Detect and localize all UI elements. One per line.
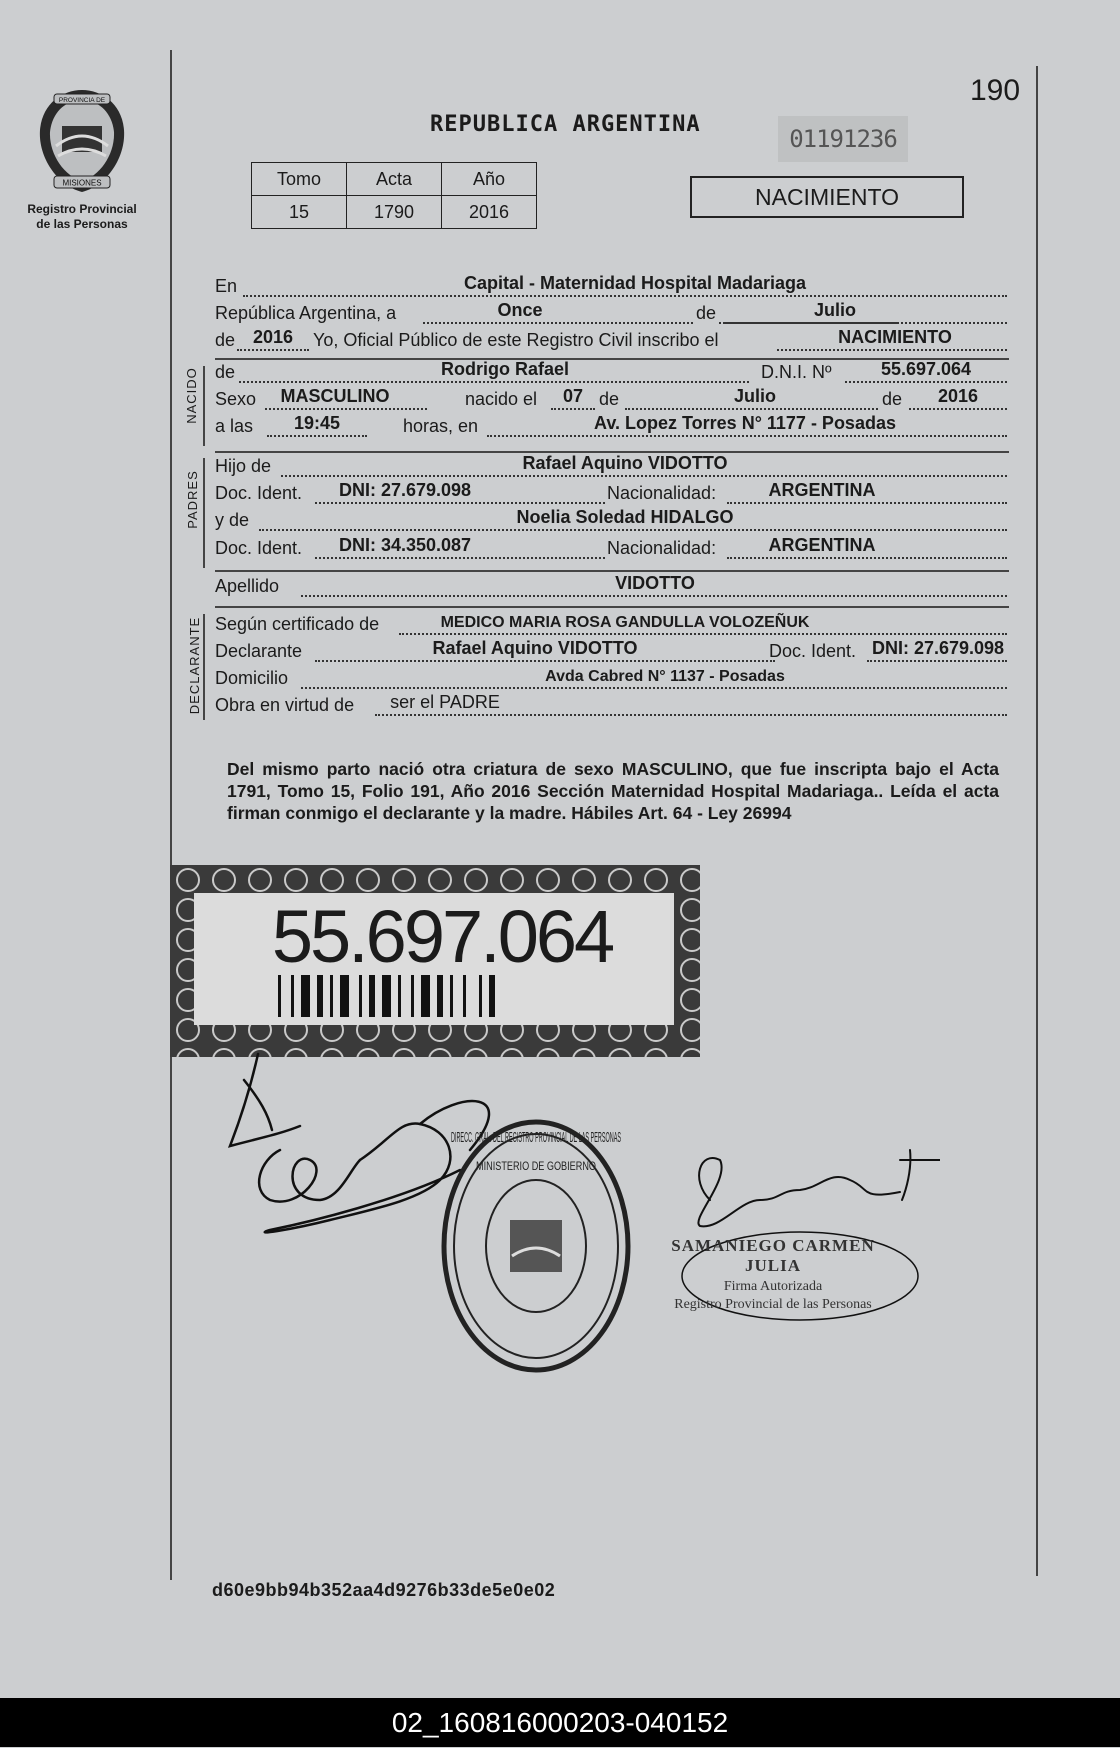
official-role: Firma Autorizada <box>723 1279 823 1294</box>
barcode-bar <box>463 975 466 1017</box>
nombre-value: Rodrigo Rafael <box>440 359 569 379</box>
section-label-declarante: DECLARANTE <box>187 616 203 715</box>
round-seal-text: DIRECC. GRAL. DEL REGISTRO PROVINCIAL DE LAS PERSONAS <box>451 1129 621 1146</box>
barcode-bar <box>382 975 391 1017</box>
right-margin-line <box>1036 66 1038 1576</box>
certificado-label: Según certificado de <box>215 614 380 634</box>
table-header-anio: Año <box>442 163 537 196</box>
section-vertical-line <box>203 458 205 568</box>
table-header-acta: Acta <box>347 163 442 196</box>
sexo-value: MASCULINO <box>280 386 390 406</box>
barcode-bar <box>421 975 430 1017</box>
section-vertical-line <box>203 366 205 446</box>
registry-name-line1: Registro Provincial <box>27 202 137 216</box>
seal-bottom-text: MISIONES <box>62 178 102 188</box>
dia-value: Once <box>497 300 543 320</box>
certificado-value: MEDICO MARIA ROSA GANDULLA VOLOZEÑUK <box>440 614 810 631</box>
doc-label: Doc. Ident. <box>215 538 303 558</box>
row-certificado <box>215 610 1007 638</box>
row-hora <box>215 412 1007 440</box>
row-declarante <box>215 637 1007 665</box>
madre-value: Noelia Soledad HIDALGO <box>516 507 734 527</box>
row-en <box>215 272 1007 300</box>
registry-table <box>251 162 537 229</box>
nacido-label: nacido el <box>465 389 538 409</box>
document-hash: d60e9bb94b352aa4d9276b33de5e0e02 <box>212 1580 556 1600</box>
doc-label: Doc. Ident. <box>215 483 303 503</box>
en-label: En <box>215 276 238 296</box>
barcode-bar <box>340 975 349 1017</box>
barcode-bar <box>291 975 294 1017</box>
dni-label: D.N.I. Nº <box>761 362 832 382</box>
hora-value: 19:45 <box>293 413 341 433</box>
declarante-label: Declarante <box>215 641 303 661</box>
barcode-bar <box>489 975 495 1017</box>
barcode-bar <box>301 975 310 1017</box>
registry-name-line2: de las Personas <box>36 217 128 231</box>
barcode-bar <box>411 975 414 1017</box>
declarante-doc-label: Doc. Ident. <box>769 641 857 661</box>
row-padre-doc <box>215 479 1007 507</box>
row-apellido <box>215 572 1007 600</box>
barcode-bar <box>369 975 375 1017</box>
country-title: REPUBLICA ARGENTINA <box>430 112 701 137</box>
padre-doc-value: DNI: 27.679.098 <box>338 480 472 500</box>
barcode-bar <box>398 975 401 1017</box>
nac-label: Nacionalidad: <box>607 538 717 558</box>
province-seal-icon <box>32 86 132 196</box>
de-label: de <box>215 330 236 350</box>
alas-label: a las <box>215 416 254 436</box>
row-nombre <box>215 358 1007 386</box>
official-stamp <box>648 1236 898 1313</box>
inscribo-value: NACIMIENTO <box>838 327 952 347</box>
de-label: de <box>879 389 905 410</box>
lugar-value: Av. Lopez Torres N° 1177 - Posadas <box>594 413 896 433</box>
signatures-and-stamps <box>220 1050 940 1380</box>
section-divider <box>215 606 1009 608</box>
nombre-label: de <box>215 362 236 382</box>
seal-top-text: PROVINCIA DE <box>58 97 106 104</box>
nac-mes-value: Julio <box>733 386 776 406</box>
padre-nac-value: ARGENTINA <box>768 480 876 500</box>
sexo-label: Sexo <box>215 389 257 409</box>
obra-label: Obra en virtud de <box>215 695 355 715</box>
apellido-label: Apellido <box>215 576 280 596</box>
nac-dia-value: 07 <box>562 386 584 406</box>
table-header-tomo: Tomo <box>252 163 347 196</box>
republica-label: República Argentina, a <box>215 303 397 323</box>
hijo-label: Hijo de <box>215 456 272 476</box>
inscribo-label: Yo, Oficial Público de este Registro Civil inscribo el <box>313 330 719 350</box>
section-label-padres: PADRES <box>184 470 200 529</box>
dni-value: 55.697.064 <box>880 359 972 379</box>
yde-label: y de <box>215 510 250 530</box>
left-margin-line <box>170 50 172 1580</box>
nac-label: Nacionalidad: <box>607 483 717 503</box>
en-value: Capital - Maternidad Hospital Madariaga <box>463 273 807 293</box>
barcode-bar <box>278 975 281 1017</box>
footer-filename: 02_160816000203-040152 <box>0 1698 1120 1747</box>
section-vertical-line <box>203 614 205 720</box>
row-inscribo <box>215 326 1007 354</box>
barcode-bar <box>317 975 323 1017</box>
official-name: SAMANIEGO CARMEN JULIA <box>671 1236 875 1275</box>
obra-value: ser el PADRE <box>390 692 500 712</box>
section-label-nacido: NACIDO <box>183 367 199 424</box>
round-seal <box>444 1122 628 1370</box>
declarante-value: Rafael Aquino VIDOTTO <box>432 638 638 658</box>
row-padre <box>215 452 1007 480</box>
table-value-anio: 2016 <box>442 196 537 229</box>
row-madre <box>215 506 1007 534</box>
table-value-tomo: 15 <box>252 196 347 229</box>
row-sexo <box>215 385 1007 413</box>
barcode-bar <box>437 975 443 1017</box>
madre-nac-value: ARGENTINA <box>768 535 876 555</box>
barcode-bar <box>479 975 482 1017</box>
horas-label: horas, en <box>403 416 479 436</box>
table-value-acta: 1790 <box>347 196 442 229</box>
barcode-bar <box>330 975 333 1017</box>
serial-number: 01191236 <box>778 116 908 162</box>
padre-value: Rafael Aquino VIDOTTO <box>522 453 728 473</box>
de-label: de <box>599 389 620 409</box>
row-obra <box>215 691 1007 719</box>
mes-value: Julio <box>813 300 856 320</box>
domicilio-value: Avda Cabred N° 1137 - Posadas <box>545 668 785 685</box>
page-number: 190 <box>970 74 1021 107</box>
madre-doc-value: DNI: 34.350.087 <box>338 535 472 555</box>
observations-note: Del mismo parto nació otra criatura de sexo MASCULINO, que fue inscripta bajo el Acta 1791, Tomo 15, Folio 191, Año 2016 Sección Maternidad Hospital Madariaga.. Leída el acta firman conmigo el declarante y la madre. Hábiles Art. 64 - Ley 26994 <box>227 759 999 823</box>
domicilio-label: Domicilio <box>215 668 289 688</box>
anio-value: 2016 <box>252 327 294 347</box>
declarante-doc-value: DNI: 27.679.098 <box>871 638 1005 658</box>
registry-name <box>14 202 150 232</box>
nac-anio-value: 2016 <box>937 386 979 406</box>
barcode-bar <box>359 975 362 1017</box>
row-domicilio <box>215 664 1007 692</box>
official-org: Registro Provincial de las Personas <box>674 1297 872 1312</box>
row-republica <box>215 299 1007 327</box>
row-madre-doc <box>215 534 1007 562</box>
apellido-value: VIDOTTO <box>615 573 695 593</box>
barcode-bar <box>450 975 453 1017</box>
de-label: de <box>693 303 719 324</box>
document-type-box: NACIMIENTO <box>690 176 964 218</box>
barcode-number: 55.697.064 <box>271 895 613 978</box>
round-seal-inner-text: MINISTERIO DE GOBIERNO <box>476 1159 596 1173</box>
